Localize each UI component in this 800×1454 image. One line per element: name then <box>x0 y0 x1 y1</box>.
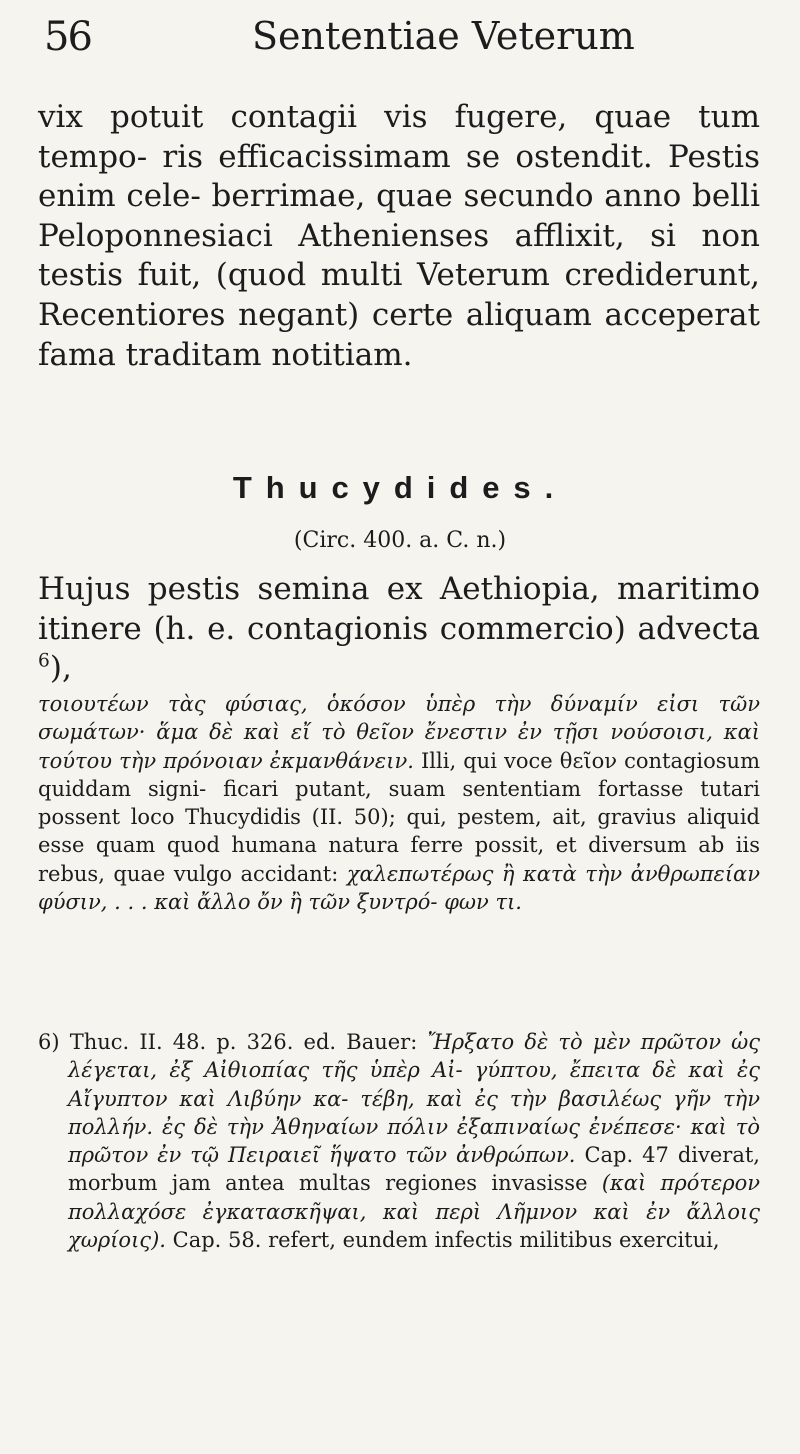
footnote-marker: 6) <box>38 1030 60 1054</box>
paragraph: vix potuit contagii vis fugere, quae tum tempo- ris efficacissimam se ostendit. Pestis enim cele- berrimae, quae secundo anno belli Peloponnesiaci Athenienses afflixit, si non testis fuit, (quod multi Veterum crediderunt, Recentiores negant) certe aliquam acceperat fama traditam notitiam. <box>38 99 760 373</box>
greek-quote: χαλεπωτέρως ἢ κατὰ τὴν ἀνθρωπείαν φύσιν, . . . καὶ ἄλλο ὄν ἢ τῶν ξυντρό- φων τι. <box>38 861 760 915</box>
section-title: Thucydides. <box>232 470 568 505</box>
footnote-text <box>38 690 760 916</box>
main-text <box>38 98 760 375</box>
footnote-text <box>38 1028 760 1254</box>
footnote-continuation <box>38 690 760 916</box>
paragraph <box>38 570 760 689</box>
page-header <box>44 10 764 74</box>
citation: Thuc. II. 48. p. 326. ed. Bauer: <box>69 1030 418 1054</box>
paragraph-text: Hujus pestis semina ex Aethiopia, maritimo itinere (h. e. contagionis commercio) advecta <box>38 571 760 647</box>
greek-quote: (καὶ πρότερον πολλαχόσε ἐγκατασκῆψαι, καὶ περὶ Λῆμνον καὶ ἐν ἄλλοις χωρίοις). <box>68 1171 760 1253</box>
greek-quote: Ἤρξατο δὲ τὸ μὲν πρῶτον ὡς λέγεται, ἐξ Αἰθιοπίας τῆς ὑπὲρ Αἰ- γύπτου, ἔπειτα δὲ καὶ ἐς Αἴγυπτον καὶ Λιβύην κα- τέβη, καὶ ἐς τὴν βασιλέως γῆν τὴν πολλήν. ἐς δὲ τὴν Ἀθηναίων πόλιν ἐξαπιναίως ἐνέπεσε· καὶ τὸ πρῶτον ἐν τῷ Πειραιεῖ ἥψατο τῶν ἀνθρώπων. <box>68 1030 760 1168</box>
main-text-2 <box>38 570 760 689</box>
section-date: (Circ. 400. a. C. n.) <box>293 528 507 553</box>
footnote-6 <box>38 1028 760 1254</box>
greek-quote: τοιουτέων τὰς φύσιας, ὁκόσον ὑπὲρ τὴν δύναμίν εἰσι τῶν σωμάτων· ἅμα δὲ καὶ εἴ τὸ θεῖον ἔνεστιν ἐν τῇσι νούσοισι, καὶ τούτου τὴν πρόνοιαν ἐκμανθάνειν. <box>38 692 760 773</box>
running-title: Sententiae Veterum <box>252 14 635 58</box>
latin-text: Cap. 47 diverat, morbum jam antea multas regiones invasisse <box>68 1143 760 1196</box>
latin-text: Illi, qui voce θεῖον contagiosum quiddam signi- ficari putant, suam sententiam fortasse tutari possent loco Thucydidis (II. 50); qui, pestem, ait, gravius aliquid esse quam quod humana natura ferre possit, et diversum ab iis rebus, quae vulgo accidant: <box>38 748 760 886</box>
page-number: 56 <box>44 14 91 60</box>
paragraph-trailing: ), <box>49 650 72 687</box>
latin-text: Cap. 58. refert, eundem infectis militibus exercitui, <box>172 1228 720 1253</box>
footnote-ref[interactable]: 6 <box>38 650 50 672</box>
